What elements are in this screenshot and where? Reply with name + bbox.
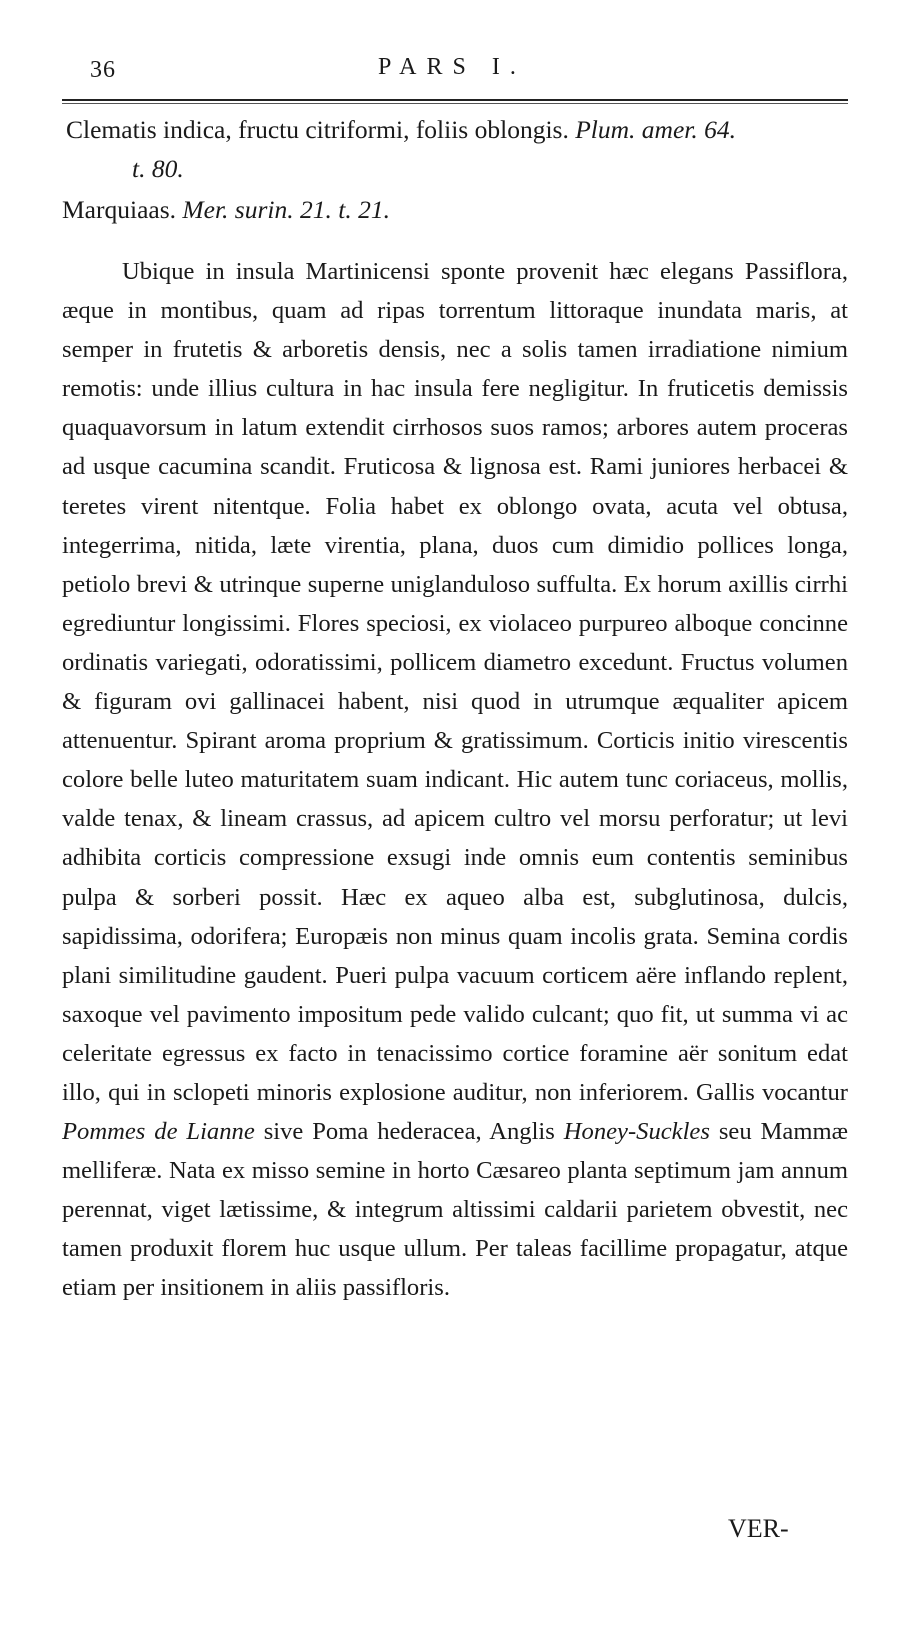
body-text-2: sive Poma hederacea, Anglis — [254, 1118, 564, 1146]
synonym-marquiaas-name: Marquiaas. — [62, 195, 183, 224]
body-italic-english-name: Honey-Suckles — [563, 1118, 710, 1146]
page-number: 36 — [90, 57, 116, 83]
body-paragraph — [62, 252, 848, 1308]
running-head: PARS I. — [378, 54, 526, 80]
catchword: VER- — [728, 1514, 789, 1543]
synonym-clematis-reference-cont: t. 80. — [132, 154, 184, 183]
body-text-1: Ubique in insula Martinicensi sponte provenit hæc elegans Passiflora, æque in montibus, quam ad ripas torrentum littoraque inundata maris, at semper in frutetis & arboretis densis, nec a solis tamen irradiatione nimium remotis: unde illius cultura in hac insula fere negligitur. In fruticetis demissis quaquavorsum in latum extendit cirrhosos suos ramos; arbores autem proceras ad usque cacumina scandit. Fruticosa & lignosa est. Rami juniores herbacei & teretes virent nitentque. Folia habet ex oblongo ovata, acuta vel obtusa, integerrima, nitida, læte virentia, plana, duos cum dimidio pollices longa, petiolo brevi & utrinque superne uniglanduloso suffulta. Ex horum axillis cirrhi egrediuntur longissimi. Flores speciosi, ex violaceo purpureo alboque concinne ordinatis variegati, odoratissimi, pollicem diametro excedunt. Fructus volumen & figuram ovi gallinacei habent, nisi quod in utrumque æqualiter apicem attenuentur. Spirant aroma proprium & gratissimum. Corticis initio virescentis colore belle luteo maturitatem suam indicant. Hic autem tunc coriaceus, mollis, valde tenax, & lineam crassus, ad apicem cultro vel morsu perforatur; ut levi adhibita corticis compressione exsugi inde omnis eum contentis seminibus pulpa & sorberi possit. Hæc ex aqueo alba est, subglutinosa, dulcis, sapidissima, odorifera; Europæis non minus quam incolis grata. Semina cordis plani similitudine gaudent. Pueri pulpa vacuum corticem aëre inflando replent, saxoque vel pavimento impositum pede valido culcant; quo fit, ut summa vi ac celeritate egressus ex facto in tenacissimo cortice foramine aër sonitum edat illo, qui in sclopeti minoris explosione auditur, non inferiorem. Gallis vocantur — [62, 258, 848, 1106]
synonym-marquiaas — [62, 193, 390, 227]
synonym-clematis-continuation — [132, 152, 184, 186]
header-rule-thin — [62, 103, 848, 104]
body-text-3: seu Mammæ melliferæ. Nata ex misso semine in horto Cæsareo planta septimum jam annum perennat, viget lætissime, & integrum altissimi caldarii parietem obvestit, nec tamen produxit florem huc usque ullum. Per taleas facillime propagatur, atque etiam per insitionem in aliis passifloris. — [62, 1118, 849, 1302]
synonym-clematis — [66, 113, 736, 147]
header-rule — [62, 99, 848, 101]
synonym-clematis-name: Clematis indica, fructu citriformi, foliis oblongis. — [66, 115, 576, 144]
body-italic-french-name: Pommes de Lianne — [62, 1118, 255, 1146]
synonym-marquiaas-reference: Mer. surin. 21. t. 21. — [182, 195, 390, 224]
synonym-clematis-reference: Plum. amer. 64. — [575, 115, 736, 144]
